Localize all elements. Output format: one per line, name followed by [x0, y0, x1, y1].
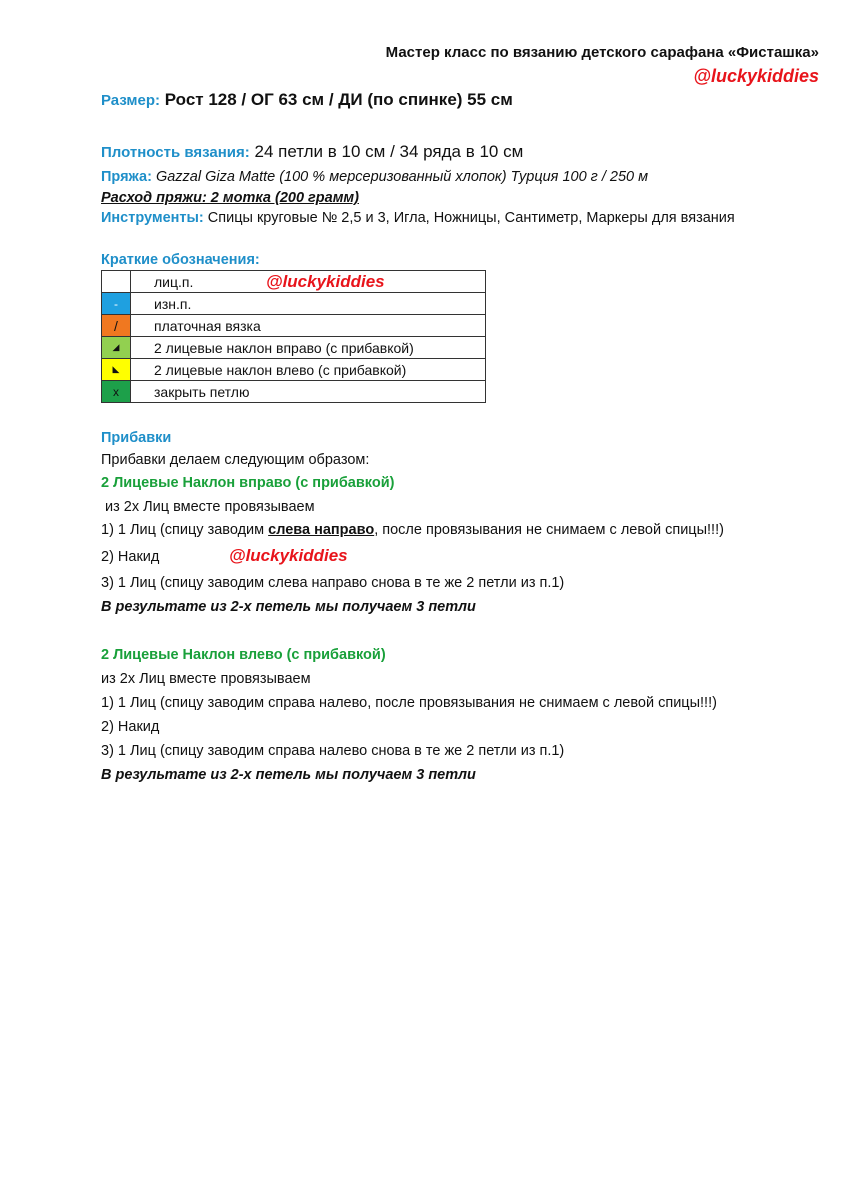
- right-slant-step-2: 2) Накид: [101, 549, 160, 565]
- density-value: 24 петли в 10 см / 34 ряда в 10 см: [254, 142, 524, 161]
- legend-row: [102, 381, 486, 403]
- right-slant-step-3: 3) 1 Лиц (спицу заводим слева направо снова в те же 2 петли из п.1): [101, 575, 565, 591]
- legend-title: Краткие обозначения:: [101, 252, 260, 268]
- size-label: Размер:: [101, 92, 161, 109]
- yarn-label: Пряжа:: [101, 169, 152, 185]
- tools-label: Инструменты:: [101, 210, 204, 226]
- step-text: 1) 1 Лиц (спицу заводим: [101, 522, 269, 538]
- right-slant-increase-icon: ◢: [102, 337, 131, 359]
- legend-symbol-purl: -: [102, 293, 131, 315]
- left-slant-sub: из 2х Лиц вместе провязываем: [101, 671, 311, 687]
- document-title: Мастер класс по вязанию детского сарафана «Фисташка»: [385, 44, 819, 61]
- size-value: Рост 128 / ОГ 63 см / ДИ (по спинке) 55 см: [164, 90, 513, 109]
- right-slant-sub: из 2х Лиц вместе провязываем: [105, 499, 315, 515]
- left-slant-step-3: 3) 1 Лиц (спицу заводим справа налево снова в те же 2 петли из п.1): [101, 743, 565, 759]
- increases-title: Прибавки: [101, 430, 172, 446]
- left-slant-title: 2 Лицевые Наклон влево (с прибавкой): [101, 647, 386, 663]
- bind-off-icon: х: [102, 381, 131, 403]
- instagram-handle-mid: @luckykiddies: [229, 546, 348, 565]
- left-slant-increase-icon: ◣: [102, 359, 131, 381]
- legend-table: [101, 270, 486, 403]
- right-slant-title: 2 Лицевые Наклон вправо (с прибавкой): [101, 475, 395, 491]
- tools-line: [101, 210, 735, 226]
- density-label: Плотность вязания:: [101, 144, 250, 161]
- instagram-handle-legend: @luckykiddies: [266, 272, 385, 291]
- legend-text: 2 лицевые наклон вправо (с прибавкой): [131, 337, 486, 359]
- size-line: [101, 90, 513, 110]
- left-slant-step-2: 2) Накид: [101, 719, 160, 735]
- tools-value: Спицы круговые № 2,5 и 3, Игла, Ножницы, Сантиметр, Маркеры для вязания: [207, 210, 735, 226]
- legend-symbol-knit: [102, 271, 131, 293]
- yarn-usage: Расход пряжи: 2 мотка (200 грамм): [101, 190, 359, 206]
- legend-text: 2 лицевые наклон влево (с прибавкой): [131, 359, 486, 381]
- legend-text-cell: [131, 271, 486, 293]
- legend-row: [102, 337, 486, 359]
- legend-row: [102, 315, 486, 337]
- legend-text: платочная вязка: [131, 315, 486, 337]
- step-text: , после провязывания не снимаем с левой спицы!!!): [374, 522, 724, 538]
- right-slant-result: В результате из 2-х петель мы получаем 3 петли: [101, 599, 476, 615]
- legend-row: [102, 271, 486, 293]
- step-emphasis: слева направо: [268, 522, 375, 538]
- yarn-value-rest: Турция 100 г / 250 м: [510, 169, 649, 185]
- left-slant-step-1: 1) 1 Лиц (спицу заводим справа налево, после провязывания не снимаем с левой спицы!!!): [101, 695, 717, 711]
- yarn-value-italic: Gazzal Giza Matte (100 % мерсеризованный хлопок): [155, 169, 507, 185]
- legend-row: [102, 293, 486, 315]
- yarn-line: [101, 169, 648, 185]
- right-slant-step-1: [101, 522, 724, 538]
- instagram-handle-top: @luckykiddies: [693, 66, 819, 86]
- increases-intro: Прибавки делаем следующим образом:: [101, 452, 370, 468]
- legend-row: [102, 359, 486, 381]
- legend-symbol-garter: /: [102, 315, 131, 337]
- left-slant-result: В результате из 2-х петель мы получаем 3 петли: [101, 767, 476, 783]
- density-line: [101, 142, 523, 162]
- legend-text: лиц.п.: [154, 273, 194, 290]
- legend-text: закрыть петлю: [131, 381, 486, 403]
- legend-text: изн.п.: [131, 293, 486, 315]
